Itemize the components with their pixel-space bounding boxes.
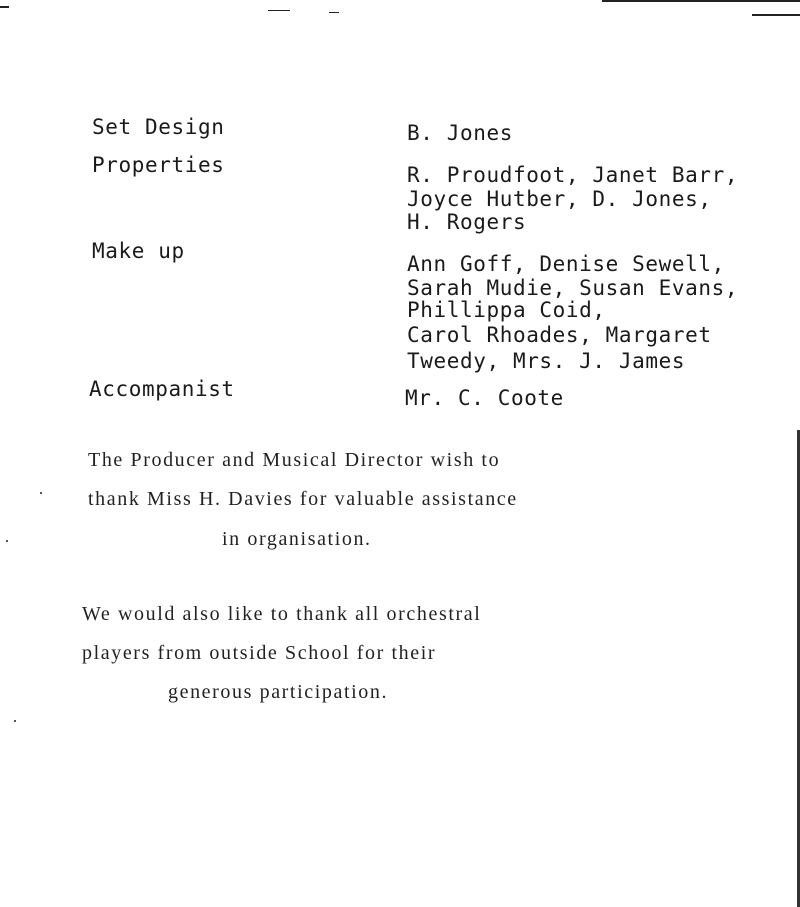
credit-name: H. Rogers [407,210,527,234]
scan-mark [752,14,800,16]
acknowledgement-line: thank Miss H. Davies for valuable assistance [88,488,518,510]
acknowledgement-line: in organisation. [222,528,372,550]
scan-mark [0,6,9,8]
acknowledgement-line: We would also like to thank all orchestral [82,603,482,625]
scan-speck [14,720,16,722]
scan-speck [6,540,8,542]
credit-name: Tweedy, Mrs. J. James [407,349,686,373]
credit-name: Joyce Hutber, D. Jones, [407,187,712,211]
credit-name: Mr. C. Coote [405,386,564,410]
credit-role: Properties [92,153,225,177]
credit-name: Sarah Mudie, Susan Evans, [407,276,739,300]
acknowledgement-line: players from outside School for their [82,642,437,664]
credit-name: Ann Goff, Denise Sewell, [407,252,725,276]
scan-speck [40,492,42,494]
credit-name: R. Proudfoot, Janet Barr, [407,163,739,187]
credit-name: Phillippa Coid, [407,298,606,322]
scan-mark [268,10,290,11]
scan-mark [602,0,800,2]
credit-name: B. Jones [407,121,513,145]
acknowledgement-line: The Producer and Musical Director wish to [88,449,501,471]
scan-mark [329,12,339,13]
credit-name: Carol Rhoades, Margaret [407,323,712,347]
acknowledgement-line: generous participation. [168,681,389,703]
credit-role: Make up [92,239,185,263]
credit-role: Set Design [92,115,225,139]
credit-role: Accompanist [89,377,235,401]
